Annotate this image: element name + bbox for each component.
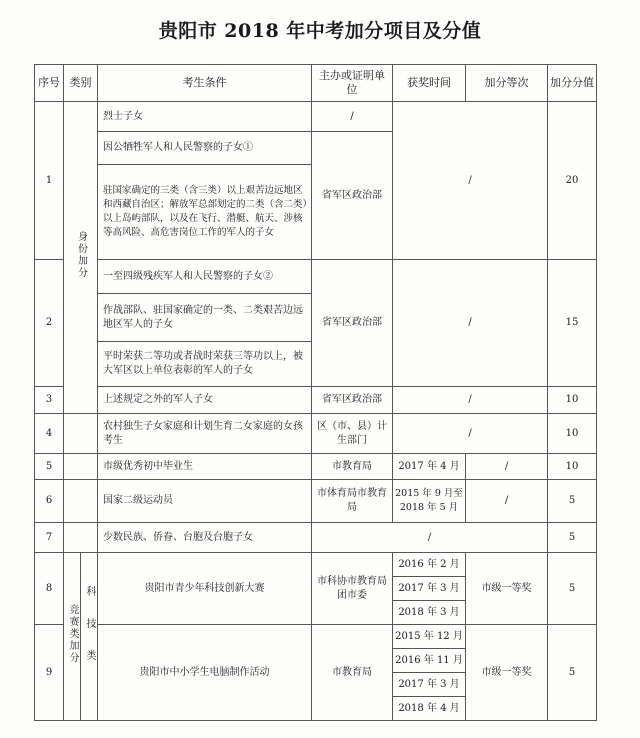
category-cell (64, 553, 81, 721)
header-award-level: 加分等次 (466, 65, 548, 102)
time-level-cell: / (312, 523, 548, 553)
table-row (35, 454, 597, 480)
organizer-cell: 区（市、县）计生部门 (312, 414, 393, 454)
seq-cell: 2 (35, 260, 64, 387)
category-cell-empty (64, 414, 98, 454)
header-award-time: 获奖时间 (393, 65, 466, 102)
time-level-cell: / (393, 414, 548, 454)
condition-cell: 少数民族、侨眷、台胞及台胞子女 (98, 523, 312, 553)
organizer-cell: 省军区政治部 (312, 387, 393, 414)
table-row (35, 102, 597, 132)
award-time-cell: 2016 年 2 月 (393, 553, 466, 577)
category-competition: 竞赛类加分 (67, 604, 78, 664)
table-row (35, 260, 597, 294)
award-time-cell: 2017 年 3 月 (393, 577, 466, 601)
award-time-cell: 2016 年 11 月 (393, 649, 466, 673)
seq-cell: 9 (35, 625, 64, 721)
header-category: 类别 (64, 65, 98, 102)
organizer-cell: 省军区政治部 (312, 132, 393, 260)
organizer-cell: 省军区政治部 (312, 260, 393, 387)
table-row (35, 625, 597, 649)
table-row (35, 414, 597, 454)
points-cell: 5 (548, 625, 597, 721)
time-level-cell: / (393, 387, 548, 414)
condition-cell: 国家二级运动员 (98, 480, 312, 523)
category-cell-empty (64, 454, 98, 480)
table-row (35, 523, 597, 553)
condition-cell: 因公牺牲军人和人民警察的子女① (98, 132, 312, 165)
points-cell: 10 (548, 414, 597, 454)
organizer-cell: 市教育局 (312, 454, 393, 480)
category-cell-empty (64, 523, 98, 553)
header-organizer: 主办或证明单位 (312, 65, 393, 102)
condition-cell: 农村独生子女家庭和计划生育二女家庭的女孩考生 (98, 414, 312, 454)
category-cell (81, 553, 98, 721)
condition-cell: 上述规定之外的军人子女 (98, 387, 312, 414)
header-condition: 考生条件 (98, 65, 312, 102)
condition-cell: 贵阳市青少年科技创新大赛 (98, 553, 312, 625)
table-row (35, 480, 597, 523)
table-header-row (35, 65, 597, 102)
seq-cell: 4 (35, 414, 64, 454)
condition-cell: 驻国家确定的三类（含三类）以上艰苦边远地区和西藏自治区；解放军总部划定的二类（含二类）以上岛屿部队，以及在飞行、潜艇、航天、涉核等高风险、高危害岗位工作的军人的子女 (98, 165, 312, 260)
points-cell: 10 (548, 387, 597, 414)
condition-cell: 作战部队、驻国家确定的一类、二类艰苦边远地区军人的子女 (98, 294, 312, 342)
header-seq: 序号 (35, 65, 64, 102)
award-time-cell: 2018 年 4 月 (393, 697, 466, 721)
points-cell: 15 (548, 260, 597, 387)
category-identity: 身份加分 (75, 231, 87, 279)
points-cell: 5 (548, 553, 597, 625)
award-level-cell: 市级一等奖 (466, 625, 548, 721)
condition-cell: 市级优秀初中毕业生 (98, 454, 312, 480)
seq-cell: 1 (35, 102, 64, 260)
award-time-cell: 2015 年 12 月 (393, 625, 466, 649)
award-time-cell: 2018 年 3 月 (393, 601, 466, 625)
category-sci-tech: 科技类 (84, 586, 95, 682)
organizer-cell: 市体育局市教育局 (312, 480, 393, 523)
award-level-cell: / (466, 454, 548, 480)
points-cell: 5 (548, 523, 597, 553)
seq-cell: 7 (35, 523, 64, 553)
award-time-cell: 2015 年 9 月至 2018 年 5 月 (393, 480, 466, 523)
organizer-cell: / (312, 102, 393, 132)
table-row (35, 553, 597, 577)
organizer-cell: 市教育局 (312, 625, 393, 721)
award-time-cell: 2017 年 3 月 (393, 673, 466, 697)
award-level-cell: / (466, 480, 548, 523)
condition-cell: 贵阳市中小学生电脑制作活动 (98, 625, 312, 721)
category-cell (64, 102, 98, 414)
seq-cell: 8 (35, 553, 64, 625)
organizer-cell: 市科协市教育局团市委 (312, 553, 393, 625)
points-cell: 5 (548, 480, 597, 523)
header-points: 加分分值 (548, 65, 597, 102)
points-cell: 20 (548, 102, 597, 260)
condition-cell: 烈士子女 (98, 102, 312, 132)
award-level-cell: 市级一等奖 (466, 553, 548, 625)
points-cell: 10 (548, 454, 597, 480)
condition-cell: 一至四级残疾军人和人民警察的子女② (98, 260, 312, 294)
bonus-points-table (34, 64, 597, 721)
seq-cell: 5 (35, 454, 64, 480)
document-title: 贵阳市 2018 年中考加分项目及分值 (158, 20, 482, 42)
category-cell-empty (64, 480, 98, 523)
award-time-cell: 2017 年 4 月 (393, 454, 466, 480)
time-level-cell: / (393, 260, 548, 387)
seq-cell: 6 (35, 480, 64, 523)
seq-cell: 3 (35, 387, 64, 414)
condition-cell: 平时荣获二等功或者战时荣获三等功以上，被大军区以上单位表彰的军人的子女 (98, 342, 312, 387)
table-row (35, 387, 597, 414)
time-level-cell: / (393, 102, 548, 260)
